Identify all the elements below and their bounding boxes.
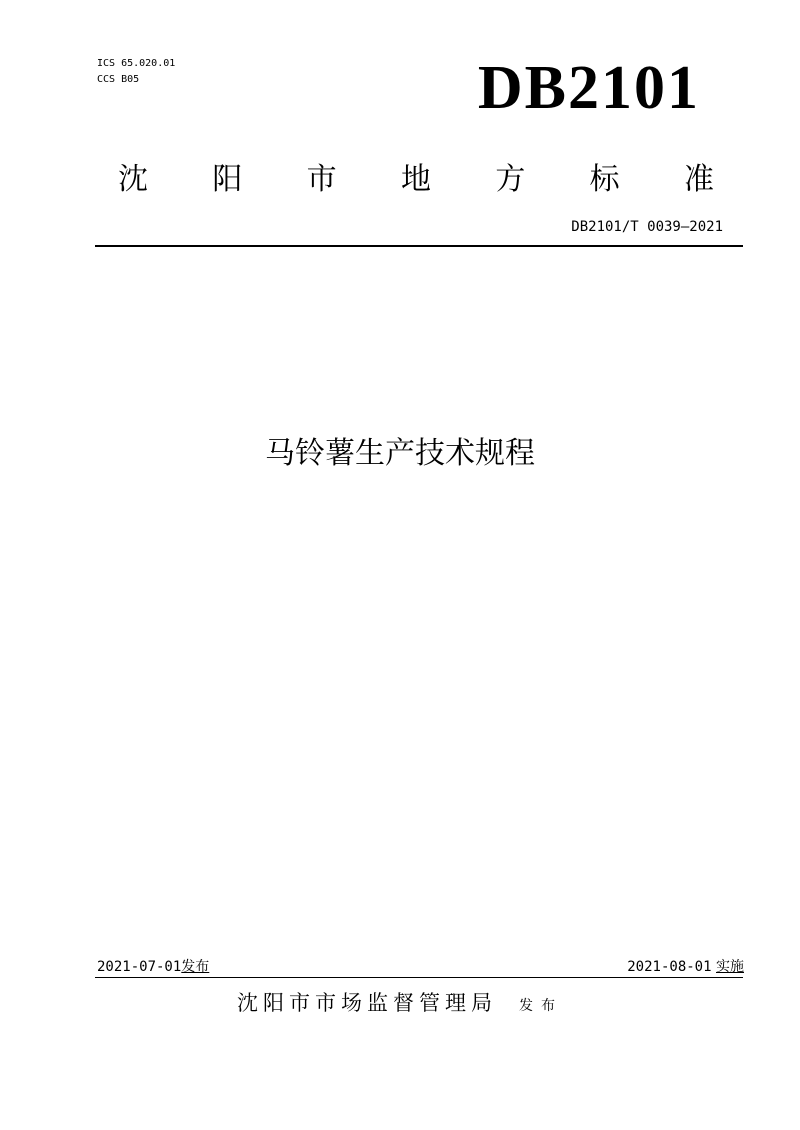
standard-type-char: 方 [495,162,526,197]
implement-date-line [627,958,744,976]
standard-type-char: 地 [400,162,431,197]
classification-codes [97,56,175,88]
db-code: DB2101 [477,54,700,122]
implement-label: 实施 [716,959,744,975]
release-date: 2021-07-01 [97,959,182,975]
ccs-code: CCS B05 [97,74,140,85]
header-divider [95,245,743,247]
standard-type-char: 标 [589,162,620,197]
publisher-name: 沈阳市市场监督管理局 [237,991,497,1015]
standard-type-char: 准 [683,162,714,197]
publish-label: 发布 [519,998,563,1014]
release-date-line [97,958,209,976]
standard-type-char: 市 [306,162,337,197]
ics-code: ICS 65.020.01 [97,58,176,69]
release-label: 发布 [181,959,210,975]
publisher-line [0,988,800,1018]
standard-type-title [118,160,714,200]
standard-type-char: 阳 [212,162,243,197]
standard-type-char: 沈 [118,162,148,197]
implement-date: 2021-08-01 [627,959,712,975]
footer-divider [95,977,743,978]
standard-number: DB2101/T 0039—2021 [571,219,723,235]
document-title: 马铃薯生产技术规程 [265,436,535,471]
